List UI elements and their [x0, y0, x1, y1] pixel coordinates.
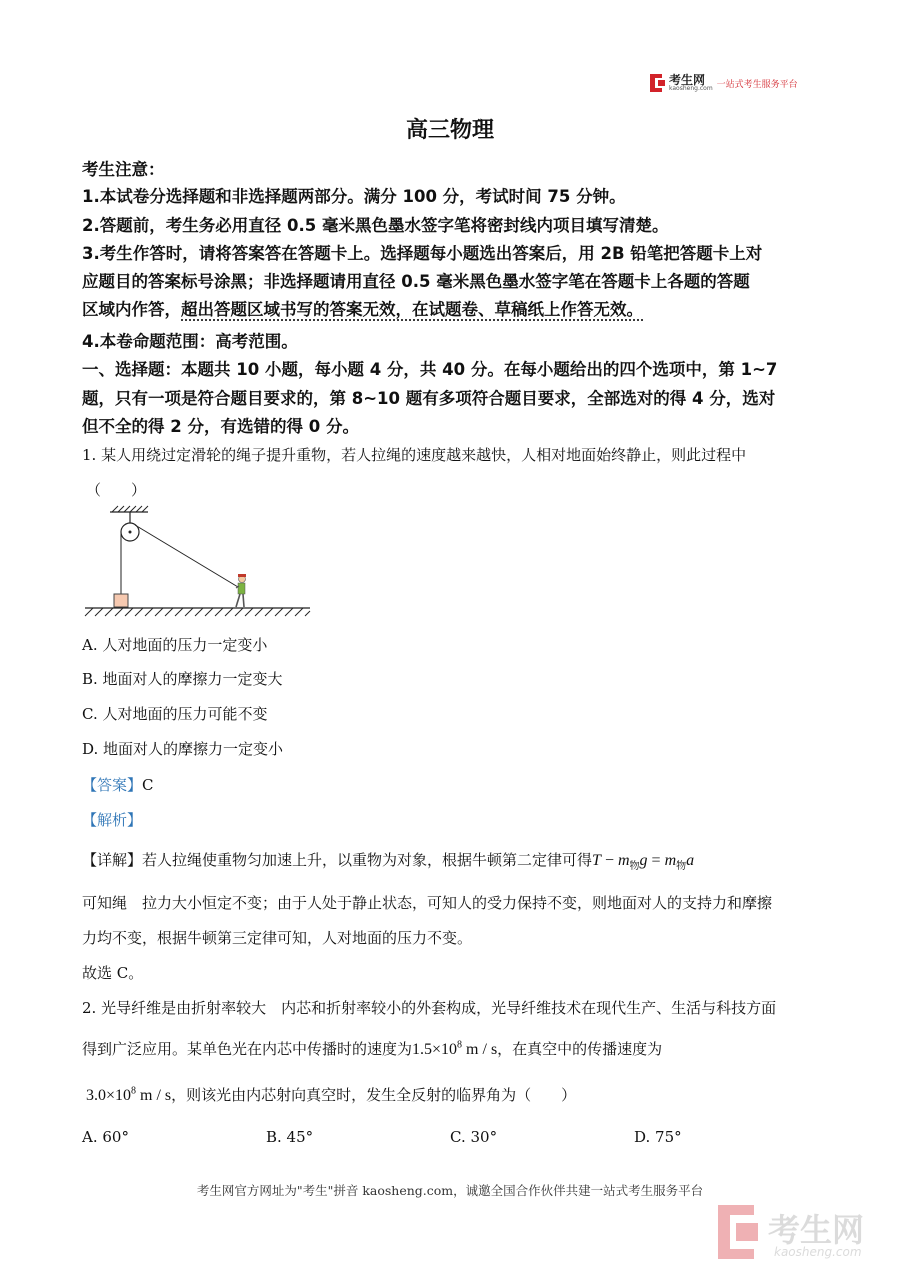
q2-option-b: B. 45° — [266, 1128, 314, 1146]
notice-item-3-emphasis: 超出答题区域书写的答案无效，在试题卷、草稿纸上作答无效。 — [181, 300, 643, 319]
notice-item-2: 2.答题前，考生务必用直径 0.5 毫米黑色墨水签字笔将密封线内项目填写清楚。 — [82, 216, 669, 235]
notice-heading: 考生注意： — [82, 160, 165, 179]
formula-sub1: 物 — [629, 861, 640, 873]
q1-explain-3: 故选 C。 — [82, 964, 144, 982]
q1-explain-2: 力均不变，根据牛顿第三定律可知，人对地面的压力不变。 — [82, 929, 473, 947]
q1-explain-1: 可知绳 拉力大小恒定不变；由于人处于静止状态，可知人的受力保持不变，则地面对人的支持力和摩擦 — [82, 894, 773, 912]
detail-text: 若人拉绳使重物匀加速上升，以重物为对象，根据牛顿第二定律可得 — [142, 851, 593, 869]
q1-bracket: （ ） — [86, 481, 147, 499]
speed-vacuum-mantissa: 3.0×10 — [86, 1087, 132, 1104]
q2-options — [0, 1128, 900, 1148]
q1-option-a: A. 人对地面的压力一定变小 — [82, 636, 268, 654]
kaosheng-watermark — [716, 1203, 886, 1263]
formula-eq: = — [647, 852, 665, 869]
person-figure — [236, 574, 246, 607]
q1-detail — [82, 849, 694, 872]
watermark-text: 考生网 — [768, 1211, 865, 1249]
newton-formula — [592, 852, 695, 873]
formula-m2: m — [664, 852, 677, 869]
page-footer: 考生网官方网址为"考生"拼音 kaosheng.com，诚邀全国合作伙伴共建一站式考生服务平台 — [196, 1183, 704, 1198]
q1-option-b: B. 地面对人的摩擦力一定变大 — [82, 670, 283, 688]
speed-core — [412, 1041, 497, 1058]
logo-name: 考生网 — [669, 73, 706, 87]
formula-a: a — [686, 852, 695, 869]
formula-sub2: 物 — [676, 861, 687, 873]
q2-line-2-post: ，在真空中的传播速度为 — [497, 1040, 663, 1058]
answer-tag: 【答案】 — [82, 776, 143, 794]
notice-item-1: 1.本试卷分选择题和非选择题两部分。满分 100 分，考试时间 75 分钟。 — [82, 187, 626, 206]
q1-option-d: D. 地面对人的摩擦力一定变小 — [82, 740, 284, 758]
logo-slogan: 一站式考生服务平台 — [716, 79, 798, 90]
formula-g: g — [639, 852, 648, 869]
analysis-tag: 【解析】 — [82, 811, 143, 829]
q1-analysis-tag — [82, 809, 142, 830]
q2-line-3-post: ，则该光由内芯射向真空时，发生全反射的临界角为（ ） — [171, 1086, 577, 1104]
header-logo — [650, 72, 798, 94]
notice-item-4: 4.本卷命题范围：高考范围。 — [82, 332, 298, 351]
speed-core-mantissa: 1.5×10 — [412, 1041, 458, 1058]
watermark-domain: kaosheng.com — [774, 1245, 862, 1259]
detail-tag: 【详解】 — [82, 851, 143, 869]
q2-line-2-pre: 得到广泛应用。某单色光在内芯中传播时的速度为 — [82, 1040, 413, 1058]
q1-answer — [82, 774, 154, 795]
q1-stem: 1. 某人用绕过定滑轮的绳子提升重物，若人拉绳的速度越来越快，人相对地面始终静止，则此过程中 — [82, 446, 747, 464]
section-1-line-1: 一、选择题：本题共 10 小题，每小题 4 分，共 40 分。在每小题给出的四个选项中，第 1~7 — [82, 360, 778, 379]
speed-vacuum-unit: m / s — [136, 1087, 172, 1104]
speed-core-exp: 8 — [457, 1039, 463, 1051]
kaosheng-logo-icon — [650, 74, 666, 92]
speed-core-unit: m / s — [462, 1041, 498, 1058]
q2-line-3 — [86, 1084, 576, 1105]
q2-option-d: D. 75° — [634, 1128, 682, 1146]
notice-item-3: 3.考生作答时，请将答案答在答题卡上。选择题每小题选出答案后，用 2B 铅笔把答题卡上对 — [82, 244, 763, 263]
answer-value: C — [142, 776, 154, 794]
speed-vacuum — [86, 1087, 171, 1104]
page-title: 高三物理 — [405, 118, 494, 143]
pulley-diagram — [80, 500, 315, 625]
formula-m1: m — [617, 852, 630, 869]
q2-line-1: 2. 光导纤维是由折射率较大 内芯和折射率较小的外套构成，光导纤维技术在现代生产、生活与科技方面 — [82, 999, 777, 1017]
section-1-line-2: 题，只有一项是符合题目要求的，第 8~10 题有多项符合题目要求，全部选对的得 4 分，选对 — [82, 389, 776, 408]
q2-option-a: A. 60° — [82, 1128, 129, 1146]
q1-option-c: C. 人对地面的压力可能不变 — [82, 705, 268, 723]
section-1-line-3: 但不全的得 2 分，有选错的得 0 分。 — [82, 417, 359, 436]
notice-item-3-cont: 应题目的答案标号涂黑；非选择题请用直径 0.5 毫米黑色墨水签字笔在答题卡上各题的答题 — [82, 272, 750, 291]
logo-domain: kaosheng.com — [669, 85, 713, 92]
q2-line-2 — [82, 1038, 662, 1059]
formula-minus: − — [600, 852, 618, 869]
formula-T: T — [592, 852, 601, 869]
kaosheng-watermark-icon — [716, 1203, 764, 1261]
speed-vacuum-exp: 8 — [131, 1085, 137, 1097]
notice-item-3-end-a: 区域内作答， — [82, 300, 181, 319]
notice-item-3-end — [82, 296, 643, 320]
q2-option-c: C. 30° — [450, 1128, 498, 1146]
